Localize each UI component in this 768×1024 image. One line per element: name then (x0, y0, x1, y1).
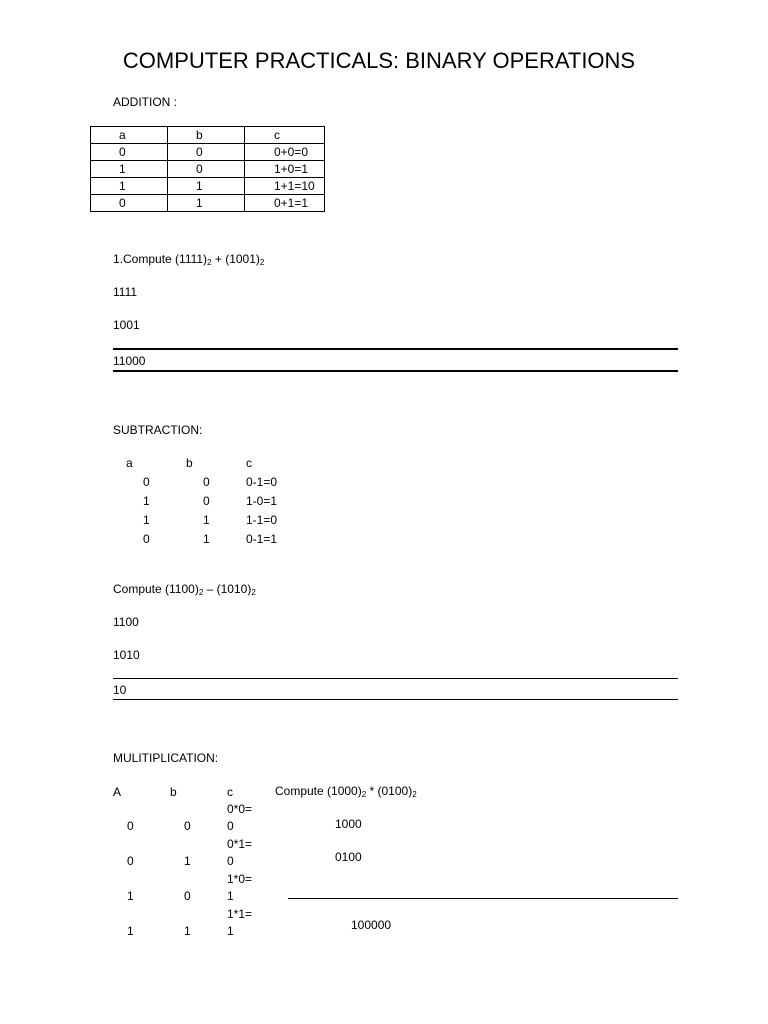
table-cell: 0 (143, 475, 150, 489)
multiplication-problem: Compute $(1000)_2 * (0100)_2$ (275, 784, 417, 799)
table-row (112, 513, 312, 532)
table-cell: 0 (227, 854, 234, 868)
subtraction-result-underline (113, 699, 678, 700)
subtraction-operand-2: 1010 (113, 648, 140, 662)
table-cell: 0-1=1 (246, 532, 278, 546)
subtraction-result: 10 (113, 683, 127, 697)
table-cell: 0*1= (227, 837, 253, 851)
subtraction-heading: SUBTRACTION: (113, 423, 203, 437)
table-cell: 1 (91, 178, 168, 195)
table-cell: 0+0=0 (245, 144, 325, 161)
table-cell: 0 (168, 161, 245, 178)
table-cell: 0 (184, 819, 191, 833)
table-row (112, 494, 312, 513)
addition-result: 11000 (113, 354, 146, 368)
subtraction-difference-line (113, 678, 678, 679)
table-row (91, 161, 325, 178)
addition-heading: ADDITION : (113, 95, 178, 109)
table-cell: 0 (227, 819, 234, 833)
table-cell: 1 (227, 924, 234, 938)
addition-truth-table (90, 126, 325, 212)
header-cell: c (227, 785, 233, 799)
table-cell: 1 (127, 889, 134, 903)
table-cell: 1 (143, 494, 150, 508)
table-cell: 1 (91, 161, 168, 178)
table-cell: 0-1=0 (246, 475, 278, 489)
table-cell: 1 (203, 532, 210, 546)
table-header-row (112, 456, 312, 475)
header-cell: b (186, 456, 193, 470)
table-cell: 1 (168, 195, 245, 212)
table-cell: 0 (203, 494, 210, 508)
header-cell: c (246, 456, 252, 470)
page-title: COMPUTER PRACTICALS: BINARY OPERATIONS (122, 48, 636, 73)
header-cell: b (170, 785, 177, 799)
table-cell: 1 (227, 889, 234, 903)
table-cell: 0 (91, 195, 168, 212)
table-row (91, 144, 325, 161)
table-cell: 1 (168, 178, 245, 195)
table-cell: 1 (143, 513, 150, 527)
table-cell: 1-1=0 (246, 513, 278, 527)
table-cell: 0 (127, 819, 134, 833)
table-cell: 0 (127, 854, 134, 868)
table-cell: 0 (184, 889, 191, 903)
table-row (112, 475, 312, 494)
subtraction-problem: Compute $(1100)_2 - (1010)_2$ (113, 582, 256, 597)
addition-problem: 1.Compute $(1111)_2 + (1001)_2$ (113, 252, 265, 267)
header-cell: A (113, 785, 122, 799)
multiplication-heading: MULITIPLICATION: (113, 751, 219, 765)
table-cell: 1-0=1 (246, 494, 278, 508)
table-cell: 0 (168, 144, 245, 161)
addition-operand-2: 1001 (113, 318, 140, 332)
header-cell: c (245, 127, 325, 144)
header-cell: b (168, 127, 245, 144)
table-row (91, 178, 325, 195)
table-cell: 0 (203, 475, 210, 489)
table-header-row (91, 127, 325, 144)
addition-result-underline (113, 370, 678, 372)
multiplication-operand-2: 0100 (335, 850, 362, 864)
table-cell: 0 (143, 532, 150, 546)
table-cell: 0*0= (227, 802, 253, 816)
table-cell: 1*0= (227, 872, 253, 886)
table-cell: 0 (91, 144, 168, 161)
table-row (112, 532, 312, 551)
multiplication-operand-1: 1000 (335, 817, 362, 831)
table-cell: 1*1= (227, 907, 253, 921)
table-row (91, 195, 325, 212)
multiplication-product-line (288, 898, 678, 899)
table-cell: 1 (184, 924, 191, 938)
table-cell: 1+1=10 (245, 178, 325, 195)
table-cell: 1 (127, 924, 134, 938)
addition-operand-1: 1111 (113, 285, 138, 299)
table-cell: 1+0=1 (245, 161, 325, 178)
table-cell: 0+1=1 (245, 195, 325, 212)
table-cell: 1 (203, 513, 210, 527)
header-cell: a (91, 127, 168, 144)
addition-sum-line (113, 348, 678, 350)
header-cell: a (126, 456, 133, 470)
subtraction-operand-1: 1100 (113, 615, 139, 629)
multiplication-result: 100000 (351, 918, 392, 932)
table-cell: 1 (184, 854, 191, 868)
